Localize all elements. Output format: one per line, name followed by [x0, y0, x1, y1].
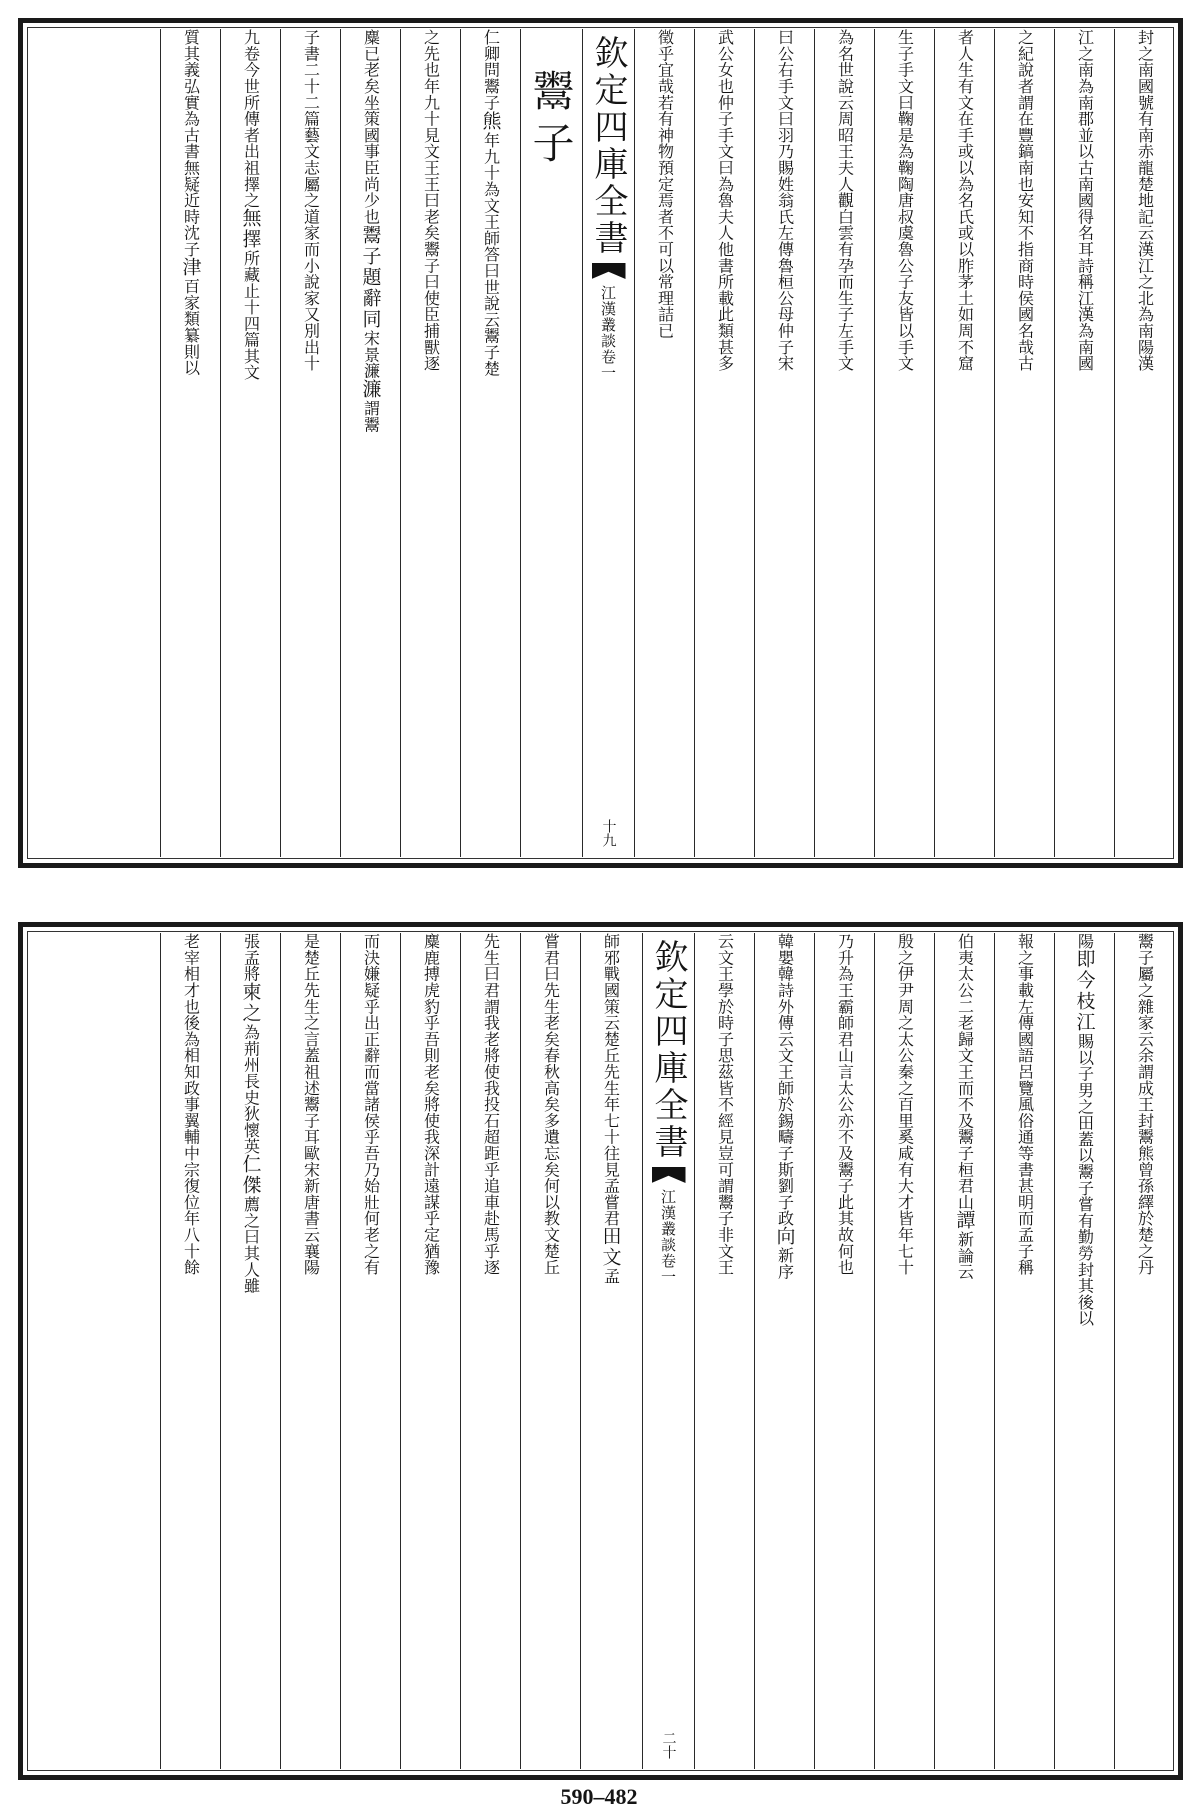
text-column: [754, 29, 814, 857]
text-column: [634, 29, 694, 857]
column-text: 孟: [601, 1268, 621, 1285]
text-column: [400, 933, 460, 1769]
book-subtitle: 江漢叢談: [599, 285, 617, 349]
column-text: 之紀說者謂在豐鎬南也安知不指商時侯國名哉古: [1015, 29, 1035, 372]
text-column: [220, 933, 280, 1769]
column-text: 者人生有文在手或以為名氏或以胙茅土如周不窟: [955, 29, 975, 372]
interlinear-note: 熊: [479, 110, 502, 132]
center-gutter: [642, 933, 694, 1769]
column-text: 宋景濂: [361, 329, 381, 379]
center-gutter: [582, 29, 634, 857]
interlinear-note: 譚: [953, 1210, 976, 1232]
column-text: 伯夷太公二老歸文王而不及鬻子桓君山: [955, 933, 975, 1211]
interlinear-note: 津: [179, 257, 202, 279]
text-column: [340, 29, 400, 857]
column-text: 賜以子男之田蓋以鬻子嘗有勤勞封其後以: [1075, 1033, 1095, 1327]
interlinear-note: 即今枝江: [1073, 949, 1096, 1034]
book-title: 欽定四庫全書: [648, 939, 688, 1161]
column-text: 云文王學於時子思茲皆不經見豈可謂鬻子非文王: [715, 933, 735, 1276]
column-text: 之先也年九十見文王王曰老矣鬻子曰使臣捕獸逐: [421, 29, 441, 372]
column-text: 新論云: [955, 1231, 975, 1281]
text-column: [460, 29, 520, 857]
text-column: [1054, 29, 1114, 857]
text-column: [340, 933, 400, 1769]
column-text: 乃升為王霸師君山言太公亦不及鬻子此其故何也: [835, 933, 855, 1276]
column-text: 是楚丘先生之言蓋祖述鬻子耳歐宋新唐書云襄陽: [301, 933, 321, 1276]
fish-tail-mark: [652, 1167, 686, 1183]
text-column: [220, 29, 280, 857]
text-column: [994, 29, 1054, 857]
text-column: [694, 29, 754, 857]
column-text: 鬻子屬之雜家云余謂成王封鬻熊曾孫繹於楚之丹: [1135, 933, 1155, 1276]
volume-label: 卷一: [599, 349, 617, 381]
column-text: 老宰相才也後為相知政事翼輔中宗復位年八十餘: [181, 933, 201, 1276]
text-column: [160, 933, 220, 1769]
text-column: [280, 933, 340, 1769]
text-column: [580, 933, 640, 1769]
page-reference-number: 590–482: [560, 1784, 638, 1809]
page-lower: [18, 922, 1183, 1780]
text-column: [874, 29, 934, 857]
text-column: [280, 29, 340, 857]
folio-number: 十九: [600, 819, 617, 847]
column-text: 為名世說云周昭王夫人觀白雲有孕而生子左手文: [835, 29, 855, 372]
column-text: 質其義弘實為古書無疑近時沈子: [181, 29, 201, 258]
column-text: 師邪戰國策云楚丘先生年七十往見孟嘗君: [601, 933, 621, 1227]
column-text: 子書二十二篇藝文志屬之道家而小說家又別出十: [301, 29, 321, 372]
text-column: [1114, 933, 1174, 1769]
column-text: 麋已老矣坐策國事臣尚少也: [361, 29, 381, 225]
column-text: 武公女也仲子手文曰為魯夫人他書所載此類甚多: [715, 29, 735, 372]
page-upper: [18, 18, 1183, 868]
column-text: 陽: [1075, 933, 1095, 950]
column-text: 先生曰君謂我老將使我投石超距乎追車赴馬乎逐: [481, 933, 501, 1276]
text-column: [160, 29, 220, 857]
column-text: 所藏止十四篇其文: [241, 250, 261, 381]
interlinear-note: 濂: [359, 378, 382, 400]
text-column: [874, 933, 934, 1769]
interlinear-note: 仁傑: [239, 1154, 262, 1197]
interlinear-note: 向: [773, 1226, 796, 1248]
column-text: 新序: [775, 1247, 795, 1281]
column-text: 張孟將: [241, 933, 261, 982]
column-text: 為荊州長史狄懷英: [241, 1023, 261, 1155]
column-text: 殷之伊尹周之太公秦之百里奚咸有大才皆年七十: [895, 933, 915, 1276]
text-column: [460, 933, 520, 1769]
column-text: 麋鹿搏虎豹乎吾則老矣將使我深計遠謀乎定猶豫: [421, 933, 441, 1276]
section-heading: 鬻子: [526, 69, 576, 173]
folio-number: 二十: [660, 1731, 677, 1759]
column-text: 生子手文曰鞠是為鞠陶唐叔虞魯公子友皆以手文: [895, 29, 915, 372]
text-column: [1054, 933, 1114, 1769]
column-text: 封之南國號有南赤龍楚地記云漢江之北為南陽漢: [1135, 29, 1155, 372]
volume-label: 卷一: [659, 1253, 677, 1285]
column-text: 仁卿問鬻子: [481, 29, 501, 111]
interlinear-note: 田文: [599, 1226, 622, 1269]
text-column: [754, 933, 814, 1769]
book-subtitle: 江漢叢談: [659, 1189, 677, 1253]
interlinear-note: 鬻子題辭同: [359, 224, 382, 330]
text-column: [934, 29, 994, 857]
interlinear-note: 柬之: [239, 981, 262, 1024]
column-text: 而決嫌疑乎出正辭而當諸侯乎吾乃始壯何老之有: [361, 933, 381, 1276]
text-column: [934, 933, 994, 1769]
column-text: 嘗君曰先生老矣春秋高矣多遺忘矣何以教文楚丘: [541, 933, 561, 1276]
book-title: 欽定四庫全書: [588, 35, 628, 257]
text-column: [814, 29, 874, 857]
column-text: 徵乎宜哉若有神物預定焉者不可以常理詰已: [655, 29, 675, 339]
column-text: 韓嬰韓詩外傳云文王師於錫疇子斯劉子政: [775, 933, 795, 1227]
column-text: 年九十為文王師答曰世說云鬻子楚: [481, 131, 501, 376]
column-text: 百家類纂則以: [181, 278, 201, 377]
text-column: [520, 29, 580, 857]
column-text: 九卷今世所傳者出祖擇之: [241, 29, 261, 209]
text-column: [520, 933, 580, 1769]
text-column: [814, 933, 874, 1769]
text-column: [994, 933, 1054, 1769]
column-text: 謂鬻: [361, 399, 381, 433]
interlinear-note: 無擇: [239, 208, 262, 251]
text-column: [694, 933, 754, 1769]
column-text: 江之南為南郡並以古南國得名耳詩稱江漢為南國: [1075, 29, 1095, 372]
fish-tail-mark: [592, 263, 626, 279]
text-column: [400, 29, 460, 857]
text-column: [1114, 29, 1174, 857]
column-text: 報之事載左傳國語呂覽風俗通等書甚明而孟子稱: [1015, 933, 1035, 1276]
column-text: 薦之曰其人雖: [241, 1196, 261, 1295]
column-text: 曰公右手文曰羽乃賜姓翁氏左傳魯桓公母仲子宋: [775, 29, 795, 372]
